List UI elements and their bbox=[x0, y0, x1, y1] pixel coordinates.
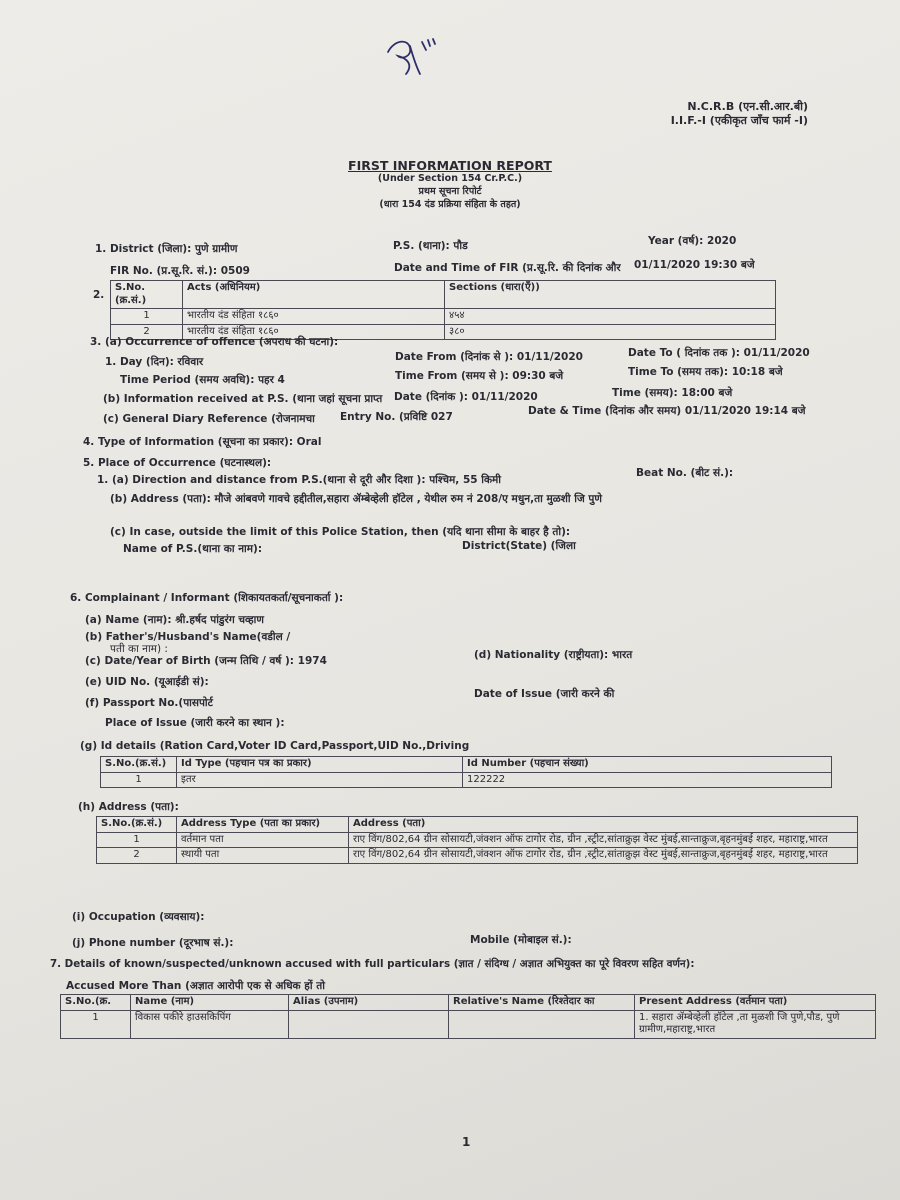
occurrence-date-from: Date From (दिनांक से ): 01/11/2020 bbox=[395, 351, 583, 363]
col-header-id-type: Id Type (पहचान पत्र का प्रकार) bbox=[177, 757, 463, 773]
handwritten-signature bbox=[380, 30, 440, 80]
information-type: 4. Type of Information (सूचना का प्रकार): Oral bbox=[83, 436, 322, 448]
table-row bbox=[97, 848, 858, 864]
info-received-date: Date (दिनांक ): 01/11/2020 bbox=[394, 391, 538, 403]
fir-number-field: FIR No. (प्र.सू.रि. सं.): 0509 bbox=[110, 265, 250, 277]
cell-sno: 1 bbox=[61, 1010, 131, 1038]
id-details-heading: (g) Id details (Ration Card,Voter ID Card,Passport,UID No.,Driving bbox=[80, 740, 470, 752]
table-header-row bbox=[111, 281, 776, 309]
complainant-passport: (f) Passport No.(पासपोर्ट bbox=[85, 697, 213, 709]
report-section-hindi: (धारा 154 दंड प्रक्रिया संहिता के तहत) bbox=[379, 199, 521, 210]
occurrence-date-to: Date To ( दिनांक तक ): 01/11/2020 bbox=[628, 347, 810, 359]
occurrence-day: 1. Day (दिन): रविवार bbox=[105, 356, 204, 368]
table-row bbox=[97, 832, 858, 848]
cell-address: राए विंग/802,64 ग्रीन सोसायटी,जंक्शन ऑफ टागोर रोड, ग्रीन ,स्ट्रीट,सांताक्रुझ वेस्ट मुंबई,सान्ताक्रुज,बृहनमुंबई शहर, महाराष्ट्र,भारत bbox=[349, 848, 858, 864]
info-received-label: (b) Information received at P.S. (थाना जहां सूचना प्राप्त bbox=[103, 393, 383, 405]
father-husband-name-label-2: पती का नाम) : bbox=[110, 643, 168, 655]
page-number: 1 bbox=[462, 1135, 471, 1149]
id-details-table bbox=[100, 756, 832, 788]
occurrence-time-to: Time To (समय तक): 10:18 बजे bbox=[628, 366, 783, 378]
outside-limit-note: (c) In case, outside the limit of this Police Station, then (यदि थाना सीमा के बाहर है तो): bbox=[110, 526, 571, 538]
cell-present-address: 1. सहारा ॲम्बेव्हेली हॉटेल ,ता मुळशी जि पुणे,पौड, पुणे ग्रामीण,महाराष्ट्र,भारत bbox=[635, 1010, 876, 1038]
col-header-sno: S.No. (क्र.सं.) bbox=[111, 281, 183, 309]
cell-act: भारतीय दंड संहिता १८६० bbox=[183, 309, 445, 325]
complainant-name: (a) Name (नाम): श्री.हर्षद पांडुरंग चव्हाण bbox=[85, 614, 264, 626]
report-title-hindi: प्रथम सूचना रिपोर्ट bbox=[418, 186, 482, 197]
gd-entry-number: Entry No. (प्रविष्टि 027 bbox=[340, 411, 453, 423]
cell-sno: 1 bbox=[101, 772, 177, 788]
cell-accused-name: विकास पकीरे हाउसकिपिंग bbox=[131, 1010, 289, 1038]
cell-id-type: इतर bbox=[177, 772, 463, 788]
col-header-relative: Relative's Name (रिश्तेदार का bbox=[449, 995, 635, 1011]
col-header-sections: Sections (धारा(एँ)) bbox=[445, 281, 776, 309]
phone-field: (j) Phone number (दूरभाष सं.): bbox=[72, 937, 234, 949]
col-header-sno: S.No.(क्र.सं.) bbox=[101, 757, 177, 773]
form-code-header bbox=[671, 100, 808, 129]
cell-sno: 2 bbox=[111, 324, 183, 340]
fir-datetime-label: Date and Time of FIR (प्र.सू.रि. की दिनांक और bbox=[394, 262, 621, 274]
cell-id-number: 122222 bbox=[463, 772, 832, 788]
col-header-alias: Alias (उपनाम) bbox=[289, 995, 449, 1011]
col-header-address-type: Address Type (पता का प्रकार) bbox=[177, 817, 349, 833]
occurrence-time-period: Time Period (समय अवधि): पहर 4 bbox=[120, 374, 285, 386]
district-field: 1. District (जिला): पुणे ग्रामीण bbox=[95, 243, 238, 255]
table-row bbox=[111, 309, 776, 325]
cell-address: राए विंग/802,64 ग्रीन सोसायटी,जंक्शन ऑफ टागोर रोड, ग्रीन ,स्ट्रीट,सांताक्रुझ वेस्ट मुंबई,सान्ताक्रुज,बृहनमुंबई शहर, महाराष्ट्र,भारत bbox=[349, 832, 858, 848]
cell-section: ४५४ bbox=[445, 309, 776, 325]
place-of-occurrence-heading: 5. Place of Occurrence (घटनास्थल): bbox=[83, 457, 272, 469]
complainant-nationality: (d) Nationality (राष्ट्रीयता): भारत bbox=[474, 649, 633, 661]
beat-number: Beat No. (बीट सं.): bbox=[636, 467, 734, 479]
section-2-number: 2. bbox=[93, 289, 105, 301]
col-header-sno: S.No.(क्र. bbox=[61, 995, 131, 1011]
complainant-dob: (c) Date/Year of Birth (जन्म तिथि / वर्ष ): 1974 bbox=[85, 655, 327, 667]
table-header-row bbox=[61, 995, 876, 1011]
col-header-name: Name (नाम) bbox=[131, 995, 289, 1011]
ncrb-label: N.C.R.B (एन.सी.आर.बी) bbox=[687, 100, 808, 113]
report-title: FIRST INFORMATION REPORT bbox=[348, 158, 552, 173]
col-header-acts: Acts (अधिनियम) bbox=[183, 281, 445, 309]
police-station-field: P.S. (थाना): पौड bbox=[393, 240, 468, 252]
acts-sections-table bbox=[110, 280, 776, 340]
col-header-address: Address (पता) bbox=[349, 817, 858, 833]
iif-label: I.I.F.-I (एकीकृत जाँच फार्म -I) bbox=[670, 114, 808, 128]
fir-datetime-value: 01/11/2020 19:30 बजे bbox=[634, 259, 755, 271]
table-header-row bbox=[97, 817, 858, 833]
occurrence-heading: 3. (a) Occurrence of offence (अपराध की घटना): bbox=[90, 336, 339, 348]
table-row bbox=[61, 1010, 876, 1038]
cell-sno: 1 bbox=[111, 309, 183, 325]
accused-heading: 7. Details of known/suspected/unknown accused with full particulars (ज्ञात / संदिग्ध / अज्ञात अभियुक्त का पूरे विवरण सहित वर्णन): bbox=[50, 958, 695, 970]
col-header-present-address: Present Address (वर्तमान पता) bbox=[635, 995, 876, 1011]
complainant-address-table bbox=[96, 816, 858, 864]
cell-sno: 1 bbox=[97, 832, 177, 848]
accused-more-than: Accused More Than (अज्ञात आरोपी एक से अधिक हों तो bbox=[66, 980, 325, 992]
occurrence-time-from: Time From (समय से ): 09:30 बजे bbox=[395, 370, 564, 382]
cell-relative-name bbox=[449, 1010, 635, 1038]
cell-act: भारतीय दंड संहिता १८६० bbox=[183, 324, 445, 340]
cell-sno: 2 bbox=[97, 848, 177, 864]
accused-table bbox=[60, 994, 876, 1039]
cell-alias bbox=[289, 1010, 449, 1038]
info-received-time: Time (समय): 18:00 बजे bbox=[612, 387, 733, 399]
col-header-sno: S.No.(क्र.सं.) bbox=[97, 817, 177, 833]
table-header-row bbox=[101, 757, 832, 773]
general-diary-label: (c) General Diary Reference (रोजनामचा bbox=[103, 413, 315, 425]
complainant-uid: (e) UID No. (यूआईडी सं): bbox=[85, 676, 209, 688]
report-title-block bbox=[0, 158, 900, 210]
report-section: (Under Section 154 Cr.P.C.) bbox=[377, 173, 523, 184]
table-row bbox=[101, 772, 832, 788]
gd-date-time: Date & Time (दिनांक और समय) 01/11/2020 19:14 बजे bbox=[528, 405, 806, 417]
complainant-heading: 6. Complainant / Informant (शिकायतकर्ता/सूचनाकर्ता ): bbox=[70, 592, 344, 604]
cell-address-type: वर्तमान पता bbox=[177, 832, 349, 848]
other-ps-name: Name of P.S.(थाना का नाम): bbox=[123, 543, 263, 555]
direction-distance: 1. (a) Direction and distance from P.S.(थाना से दूरी और दिशा ): पश्चिम, 55 किमी bbox=[97, 474, 502, 486]
father-husband-name-label: (b) Father's/Husband's Name(वडील / bbox=[85, 631, 291, 643]
occupation-field: (i) Occupation (व्यवसाय): bbox=[72, 911, 205, 923]
other-district-state: District(State) (जिला bbox=[462, 540, 576, 552]
passport-issue-date: Date of Issue (जारी करने की bbox=[474, 688, 615, 700]
occurrence-address: (b) Address (पता): मौजे आंबवणे गावचे हद्दीतील,सहारा ॲम्बेव्हेली हॉटेल , येथील रुम नं 208/ए मधुन,ता मुळशी जि पुणे bbox=[110, 493, 602, 505]
cell-section: ३८० bbox=[445, 324, 776, 340]
address-heading: (h) Address (पता): bbox=[78, 801, 179, 813]
passport-issue-place: Place of Issue (जारी करने का स्थान ): bbox=[105, 717, 285, 729]
mobile-field: Mobile (मोबाइल सं.): bbox=[470, 934, 572, 946]
year-field: Year (वर्ष): 2020 bbox=[648, 235, 737, 247]
cell-address-type: स्थायी पता bbox=[177, 848, 349, 864]
col-header-id-number: Id Number (पहचान संख्या) bbox=[463, 757, 832, 773]
